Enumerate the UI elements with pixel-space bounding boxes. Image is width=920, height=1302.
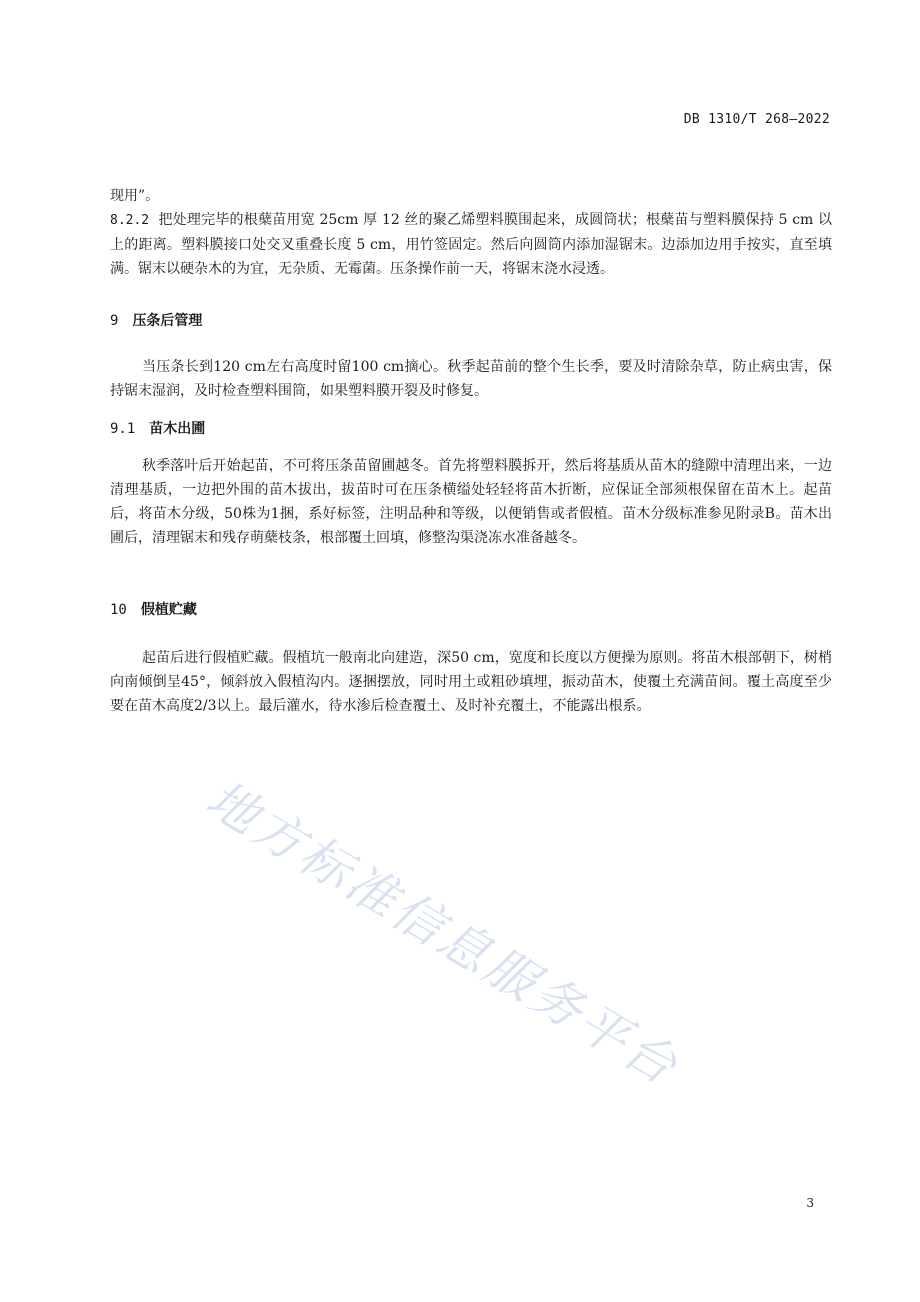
section-title: 苗木出圃 — [149, 421, 206, 437]
section-9-paragraph — [110, 355, 832, 403]
section-10-heading — [110, 599, 197, 619]
section-9-1-heading — [110, 418, 205, 438]
paragraph-text: 当压条长到120 cm左右高度时留100 cm摘心。秋季起苗前的整个生长季，要及时清除杂草，防止病虫害，保持锯末湿润，及时检查塑料围筒，如果塑料膜开裂及时修复。 — [110, 359, 832, 399]
section-9-heading — [110, 310, 202, 330]
clause-8-2-2 — [110, 208, 832, 281]
section-title: 假植贮藏 — [140, 602, 197, 618]
continuation-text: 现用”。 — [110, 188, 160, 204]
section-number: 9.1 — [110, 421, 136, 437]
clause-number: 8.2.2 — [110, 213, 150, 228]
section-title: 压条后管理 — [132, 313, 203, 329]
clause-text: 把处理完毕的根蘖苗用宽 25cm 厚 12 丝的聚乙烯塑料膜围起来，成圆筒状；根蘖苗与塑料膜保持 5 cm 以上的距离。塑料膜接口处交叉重叠长度 5 cm，用竹签固定。然后向圆筒内添加湿锯末。边添加边用手按实，直至填满。锯末以硬杂木的为宜，无杂质、无霉菌。压条操作前一天，将锯末浇水浸透。 — [110, 212, 832, 277]
watermark-text: 地方标准信息服务平台 — [196, 769, 690, 1098]
document-code: DB 1310/T 268—2022 — [683, 112, 830, 127]
page-number: 3 — [806, 1196, 814, 1210]
section-number: 10 — [110, 602, 127, 618]
section-number: 9 — [110, 313, 119, 329]
section-10-paragraph — [110, 646, 832, 718]
paragraph-text: 起苗后进行假植贮藏。假植坑一般南北向建造，深50 cm，宽度和长度以方便操为原则。将苗木根部朝下，树梢向南倾倒呈45°，倾斜放入假植沟内。逐捆摆放，同时用土或粗砂填埋，振动苗木，使覆土充满苗间。覆土高度至少要在苗木高度2/3以上。最后灌水，待水渗后检查覆土、及时补充覆土，不能露出根系。 — [110, 650, 832, 714]
section-9-1-paragraph — [110, 454, 832, 550]
paragraph-text: 秋季落叶后开始起苗，不可将压条苗留圃越冬。首先将塑料膜拆开，然后将基质从苗木的缝隙中清理出来，一边清理基质，一边把外围的苗木拔出，拔苗时可在压条横缢处轻轻将苗木折断，应保证全部须根保留在苗木上。起苗后，将苗木分级，50株为1捆，系好标签，注明品种和等级，以便销售或者假植。苗木分级标准参见附录B。苗木出圃后，清理锯末和残存萌蘖枝条，根部覆土回填，修整沟渠浇冻水准备越冬。 — [110, 458, 832, 546]
continuation-paragraph — [110, 184, 832, 208]
